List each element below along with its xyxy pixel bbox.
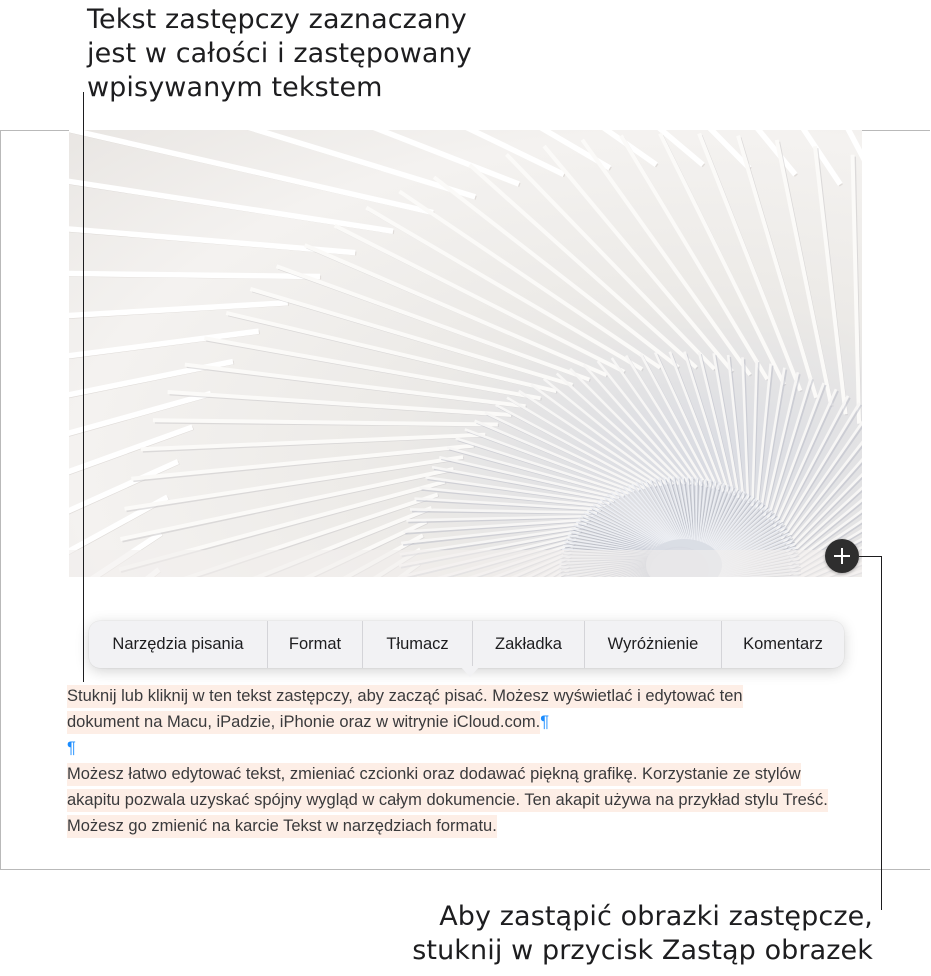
text-line <box>67 787 867 813</box>
callout-leader-bottom-h <box>859 556 882 557</box>
spiral-architecture-image <box>69 130 862 577</box>
text-line <box>67 683 867 709</box>
menu-item-bookmark[interactable]: Zakładka <box>473 621 585 668</box>
document-body[interactable] <box>67 683 867 839</box>
text-line <box>67 813 867 839</box>
plus-icon <box>834 548 850 564</box>
callout-leader-top <box>83 92 84 682</box>
paragraph-mark: ¶ <box>540 713 550 731</box>
menu-item-translate[interactable]: Tłumacz <box>363 621 473 668</box>
menu-item-highlight[interactable]: Wyróżnienie <box>585 621 722 668</box>
callout-line: stuknij w przycisk Zastąp obrazek <box>412 935 873 966</box>
callout-line: jest w całości i zastępowany <box>87 38 472 69</box>
text-line <box>67 735 867 761</box>
placeholder-text[interactable]: Możesz łatwo edytować tekst, zmieniać czcionki oraz dodawać piękną grafikę. Korzystanie ze stylów <box>67 763 801 786</box>
placeholder-text[interactable]: dokument na Macu, iPadzie, iPhonie oraz w witrynie iCloud.com. <box>67 711 540 734</box>
callout-line: wpisywanym tekstem <box>87 72 383 103</box>
menu-item-format[interactable]: Format <box>268 621 363 668</box>
context-menu-arrow <box>460 666 480 677</box>
text-line <box>67 709 867 735</box>
placeholder-text[interactable]: akapitu pozwala uzyskać spójny wygląd w całym dokumencie. Ten akapit używa na przykład stylu Treść. <box>67 789 828 812</box>
menu-item-writing-tools[interactable]: Narzędzia pisania <box>89 621 268 668</box>
placeholder-image[interactable] <box>69 130 862 577</box>
callout-line: Tekst zastępczy zaznaczany <box>87 4 467 35</box>
text-line <box>67 761 867 787</box>
paragraph-mark: ¶ <box>67 739 76 757</box>
callout-placeholder-text <box>87 3 472 105</box>
placeholder-text[interactable]: Stuknij lub kliknij w ten tekst zastępczy, aby zacząć pisać. Możesz wyświetlać i edytować ten <box>67 685 743 708</box>
callout-replace-image <box>412 900 873 968</box>
replace-image-button[interactable] <box>825 539 859 573</box>
callout-leader-bottom-v <box>881 556 882 910</box>
menu-item-comment[interactable]: Komentarz <box>743 635 823 653</box>
placeholder-text[interactable]: Możesz go zmienić na karcie Tekst w narzędziach formatu. <box>67 815 497 838</box>
callout-line: Aby zastąpić obrazki zastępcze, <box>439 901 873 932</box>
context-menu <box>89 621 844 668</box>
